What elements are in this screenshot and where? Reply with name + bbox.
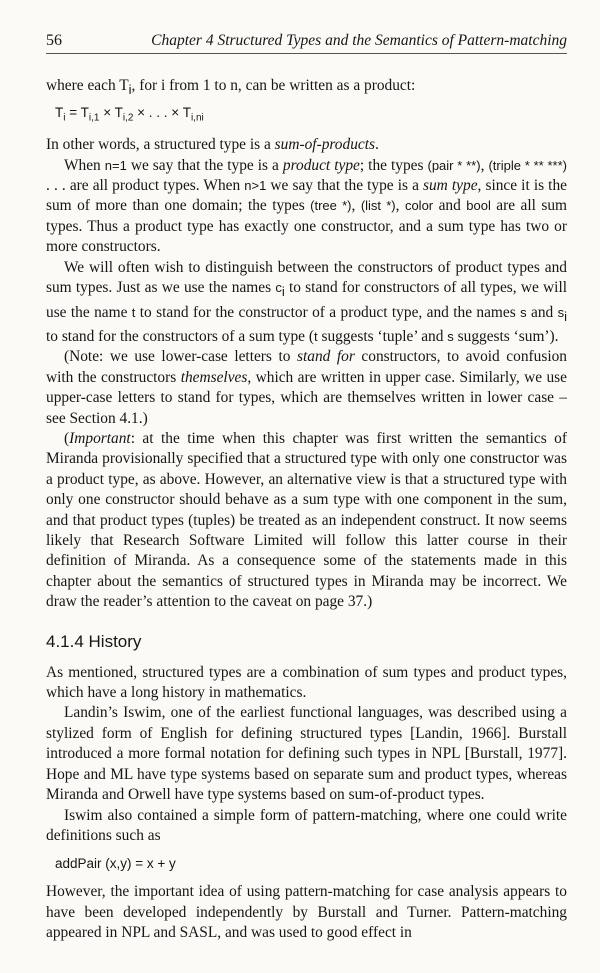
- page-header: [46, 32, 567, 54]
- paragraph-sum-of-products: In other words, a structured type is a sum-of-products.: [46, 136, 379, 154]
- page-number: 56: [46, 32, 62, 49]
- header-rule: [46, 53, 567, 54]
- running-head: Chapter 4 Structured Types and the Semantics of Pattern-matching: [151, 32, 567, 49]
- product-formula: $T_i = T_{i,1} \times T_{i,2}$ × . . . × $T_{i,ni}$: [55, 105, 204, 125]
- page-body: [46, 76, 567, 944]
- paragraph-pattern-matching: However, the important idea of using pattern-matching for case analysis appears to have been developed independently by Burstall and Turner. Pattern-matching appeared in NPL and SASL, and was used to good effect in: [46, 883, 567, 942]
- paragraph-constructor-names: We will often wish to distinguish between the constructors of product types and sum types. Just as we use the names $c_i$ to stand for constructors of all types, we will use the name t to stand for the constructor of a product type, and the names s and $s_i$ to stand for the constructors of a sum type (t suggests ‘tuple’ and s suggests ‘sum’).: [46, 258, 567, 345]
- addpair-formula: addPair (x,y) = x + y: [55, 856, 176, 872]
- paragraph-landin: Landin’s Iswim, one of the earliest functional languages, was described using a stylized form of English for defining structured types [Landin, 1966]. Burstall introduced a more formal notation for defining such types in NPL [Burstall, 1977]. Hope and ML have type systems based on separate sum and product types, whereas Miranda and Orwell have type systems based on sum-of-product types.: [46, 704, 567, 804]
- section-heading-history: 4.1.4 History: [46, 631, 142, 651]
- paragraph-important: (Important: at the time when this chapter was first written the semantics of Miranda provisionally specified that a structured type with only one constructor was a product type, as above. However, an alternative view is that a structured type with only one constructor should behave as a sum type with one component in the sum, and that product types (tuples) be treated as an independent construct. It now seems likely that Research Software Limited will follow this latter course in their definition of Miranda. As a consequence some of the statements made in this chapter about the semantics of structured types in Miranda may be incorrect. We draw the reader’s attention to the caveat on page 37.): [46, 430, 567, 611]
- paragraph-note: (Note: we use lower-case letters to stand for constructors, to avoid confusion with the constructors themselves, which are written in upper case. Similarly, we use upper-case letters to stand for types, which are themselves written in lower case – see Section 4.1.): [46, 348, 568, 427]
- paragraph-iswim: Iswim also contained a simple form of pattern-matching, where one could write definitions such as: [46, 806, 567, 844]
- paragraph-intro: where each $T_i$, for i from 1 to n, can be written as a product:: [46, 77, 416, 98]
- paragraph-product-sum-types: When n=1 we say that the type is a product type; the types (pair * **), (triple * ** ***) . . . are all product types. When n>1 we say that the type is a sum type, since it is the sum of more than one domain; the types (tree *), (list *), color and bool are all sum types. Thus a product type has exactly one constructor, and a sum type has two or more constructors.: [46, 156, 568, 256]
- paragraph-history-intro: As mentioned, structured types are a combination of sum types and product types, which have a long history in mathematics.: [46, 663, 567, 702]
